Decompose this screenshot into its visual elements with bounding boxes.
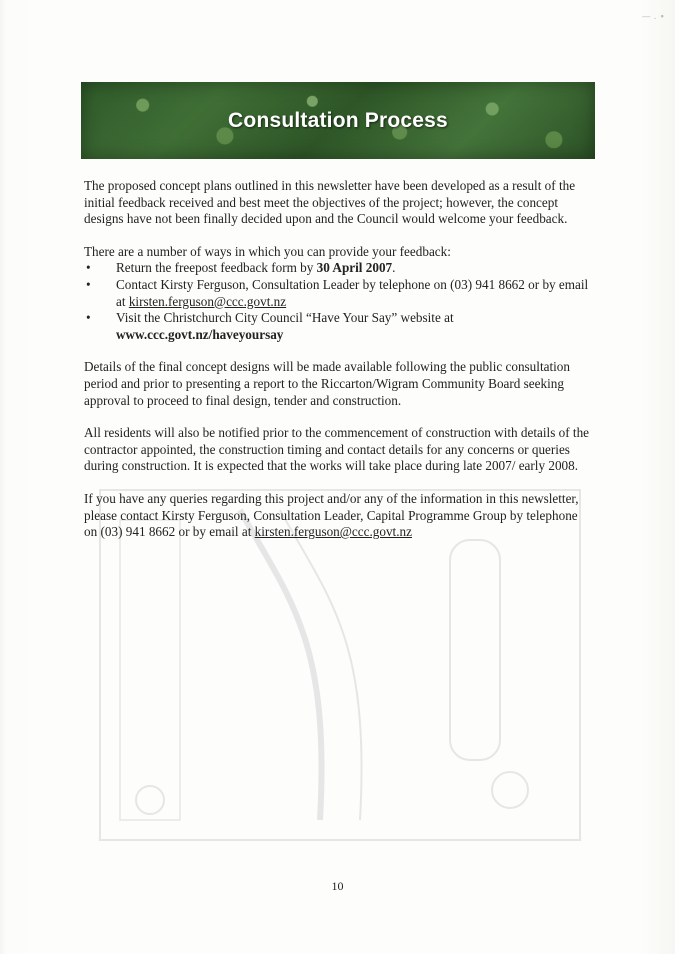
residents-paragraph: All residents will also be notified prior to the commencement of construction with details of the contractor appointed, the construction timing and contact details for any concerns or queries during construction. It is expected that the works will take place during late 2007/ early 2008. xyxy=(84,425,590,474)
final-designs-paragraph: Details of the final concept designs will be made available following the public consultation period and prior to presenting a report to the Riccarton/Wigram Community Board seeking approval to proceed to final design, tender and construction. xyxy=(84,359,570,408)
freepost-period: . xyxy=(392,260,396,276)
queries-paragraph xyxy=(84,491,594,541)
feedback-ways-paragraph: There are a number of ways in which you can provide your feedback: xyxy=(84,243,451,259)
page-corner-mark: — . ∙ xyxy=(641,12,665,22)
contact-text: Contact Kirsty Ferguson, Consultation Leader by telephone on (03) 941 8662 or by email at xyxy=(116,276,589,309)
list-item-freepost xyxy=(84,260,594,277)
freepost-text: Return the freepost feedback form by xyxy=(116,260,317,276)
section-banner xyxy=(81,82,595,159)
queries-text: If you have any queries regarding this project and/or any of the information in this newsletter, please contact Kirsty Ferguson, Consultation Leader, Capital Programme Group by telephone on (03) 941 8662 or by email at xyxy=(84,490,579,540)
banner-title: Consultation Process xyxy=(228,108,448,132)
list-item-contact xyxy=(84,277,594,310)
list-item-website xyxy=(84,310,594,343)
deadline-date: 30 April 2007 xyxy=(316,260,393,276)
intro-paragraph: The proposed concept plans outlined in this newsletter have been developed as a result of the initial feedback received and best meet the objectives of the project; however, the concept designs have not been finally decided upon and the Council would welcome your feedback. xyxy=(84,178,576,227)
feedback-options-list xyxy=(84,260,594,343)
website-text: Visit the Christchurch City Council “Have Your Say” website at xyxy=(116,310,454,326)
queries-email-link[interactable]: kirsten.ferguson@ccc.govt.nz xyxy=(254,524,412,540)
website-url[interactable]: www.ccc.govt.nz/haveyoursay xyxy=(116,326,284,342)
email-link[interactable]: kirsten.ferguson@ccc.govt.nz xyxy=(128,293,287,309)
body-content xyxy=(84,178,594,557)
page-number: 10 xyxy=(331,879,344,893)
